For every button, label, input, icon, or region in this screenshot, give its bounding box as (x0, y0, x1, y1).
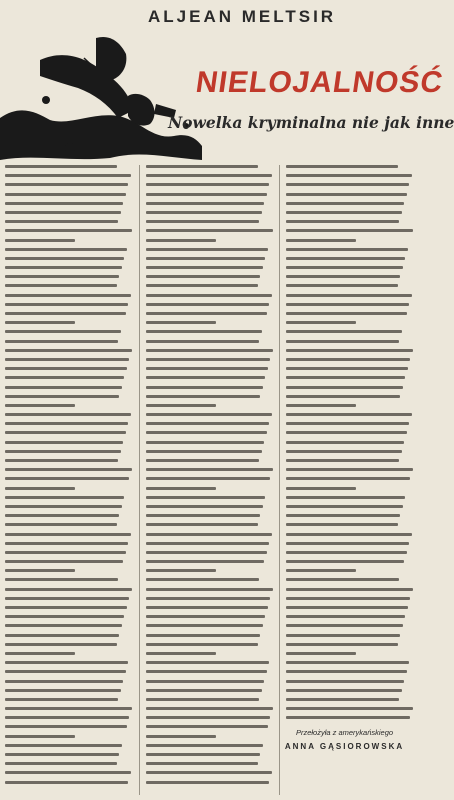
text-line (146, 514, 260, 517)
article-column-3 (286, 165, 413, 795)
text-line (5, 762, 117, 765)
text-line (5, 349, 132, 352)
text-line (5, 560, 123, 563)
text-line (286, 698, 399, 701)
text-line (5, 588, 132, 591)
text-line (286, 284, 398, 287)
text-line (286, 248, 408, 251)
text-line (146, 643, 258, 646)
text-line (146, 266, 263, 269)
text-line (146, 716, 270, 719)
text-line (286, 431, 407, 434)
text-line (286, 303, 409, 306)
text-line (5, 229, 132, 232)
text-line (5, 716, 129, 719)
article-column-2 (146, 165, 273, 795)
text-line (5, 523, 117, 526)
text-line (5, 569, 75, 572)
text-line (5, 303, 128, 306)
text-line (146, 330, 262, 333)
text-line (286, 193, 407, 196)
text-line (5, 459, 118, 462)
text-line (146, 725, 268, 728)
article-subtitle: Nowelka kryminalna nie jak inne (168, 113, 454, 132)
text-line (146, 744, 263, 747)
text-line (286, 514, 400, 517)
text-line (5, 725, 127, 728)
text-line (5, 165, 117, 168)
text-line (146, 413, 272, 416)
text-line (5, 542, 128, 545)
text-line (5, 266, 122, 269)
text-line (146, 303, 269, 306)
text-line (286, 358, 410, 361)
text-line (5, 597, 129, 600)
text-line (286, 349, 413, 352)
text-line (5, 413, 131, 416)
text-line (5, 753, 119, 756)
text-line (286, 294, 412, 297)
text-line (146, 340, 259, 343)
text-line (5, 505, 122, 508)
text-line (5, 441, 123, 444)
text-line (5, 477, 129, 480)
text-line (146, 459, 259, 462)
text-line (5, 578, 118, 581)
text-line (286, 422, 409, 425)
text-line (146, 781, 269, 784)
text-line (5, 220, 118, 223)
text-line (286, 560, 404, 563)
text-line (286, 505, 403, 508)
text-line (5, 284, 117, 287)
text-line (5, 450, 121, 453)
text-line (286, 239, 356, 242)
text-line (146, 551, 267, 554)
text-line (5, 735, 75, 738)
text-line (5, 643, 117, 646)
text-line (286, 606, 408, 609)
text-line (5, 358, 129, 361)
text-line (5, 404, 75, 407)
text-line (286, 413, 412, 416)
text-line (286, 165, 398, 168)
text-line (286, 523, 398, 526)
text-line (146, 624, 263, 627)
text-line (286, 441, 404, 444)
text-line (286, 376, 405, 379)
text-line (5, 367, 127, 370)
text-line (286, 220, 399, 223)
text-line (286, 487, 356, 490)
text-line (286, 202, 404, 205)
text-line (286, 643, 398, 646)
text-line (286, 615, 405, 618)
text-line (146, 202, 264, 205)
text-line (286, 395, 400, 398)
text-line (146, 165, 258, 168)
text-line (5, 514, 119, 517)
text-line (146, 578, 259, 581)
text-line (5, 744, 122, 747)
text-line (286, 652, 356, 655)
text-line (5, 698, 118, 701)
text-line (5, 670, 126, 673)
text-line (286, 386, 403, 389)
text-line (146, 487, 216, 490)
text-line (5, 771, 131, 774)
text-line (5, 689, 121, 692)
text-line (286, 551, 407, 554)
text-line (286, 312, 407, 315)
text-line (146, 220, 259, 223)
text-line (146, 496, 265, 499)
text-line (146, 661, 269, 664)
text-line (286, 321, 356, 324)
text-line (5, 781, 128, 784)
text-line (286, 569, 356, 572)
text-line (286, 275, 400, 278)
text-line (146, 762, 258, 765)
text-line (5, 707, 132, 710)
text-line (146, 183, 269, 186)
article-body (5, 165, 413, 795)
text-line (286, 459, 399, 462)
text-line (146, 450, 262, 453)
text-line (286, 257, 405, 260)
text-line (286, 468, 413, 471)
text-line (146, 367, 268, 370)
text-line (146, 193, 267, 196)
text-line (146, 321, 216, 324)
text-line (146, 284, 258, 287)
text-line (5, 183, 128, 186)
text-line (286, 477, 410, 480)
text-line (146, 652, 216, 655)
text-line (5, 634, 119, 637)
article-author: ALJEAN MELTSIR (148, 7, 337, 26)
text-line (146, 698, 259, 701)
text-line (5, 533, 131, 536)
text-line (5, 211, 121, 214)
text-line (146, 523, 258, 526)
text-line (286, 330, 402, 333)
text-line (5, 496, 124, 499)
translator-label: Przełożyła z amerykańskiego (295, 728, 394, 737)
text-line (146, 312, 267, 315)
text-line (146, 395, 260, 398)
text-line (146, 174, 272, 177)
text-line (5, 239, 75, 242)
text-line (146, 680, 264, 683)
text-line (146, 211, 262, 214)
text-line (146, 358, 270, 361)
text-line (146, 753, 260, 756)
article-column-1 (5, 165, 132, 795)
text-line (146, 670, 267, 673)
text-line (146, 376, 265, 379)
text-line (5, 330, 121, 333)
text-line (146, 441, 264, 444)
text-line (286, 588, 413, 591)
text-line (5, 312, 126, 315)
text-line (286, 533, 412, 536)
text-line (146, 615, 265, 618)
text-line (5, 193, 126, 196)
text-line (146, 477, 270, 480)
text-line (5, 202, 123, 205)
text-line (146, 707, 273, 710)
text-line (146, 229, 273, 232)
text-line (146, 542, 269, 545)
text-line (286, 578, 399, 581)
text-line (5, 395, 119, 398)
text-line (146, 597, 270, 600)
text-line (5, 275, 119, 278)
text-line (286, 542, 409, 545)
text-line (146, 505, 263, 508)
text-line (286, 689, 402, 692)
text-line (286, 450, 402, 453)
text-line (5, 294, 131, 297)
text-line (286, 183, 409, 186)
text-line (286, 229, 413, 232)
text-line (286, 680, 404, 683)
text-line (146, 588, 273, 591)
text-line (286, 211, 402, 214)
text-line (146, 560, 264, 563)
text-line (5, 487, 75, 490)
text-line (286, 174, 412, 177)
text-line (5, 680, 123, 683)
text-line (146, 606, 268, 609)
text-line (5, 257, 124, 260)
text-line (286, 496, 405, 499)
text-line (286, 634, 400, 637)
text-line (5, 615, 124, 618)
text-line (146, 468, 273, 471)
text-line (146, 422, 269, 425)
text-line (5, 376, 124, 379)
text-line (146, 404, 216, 407)
text-line (286, 367, 408, 370)
text-line (146, 257, 265, 260)
text-line (146, 569, 216, 572)
text-line (286, 624, 403, 627)
text-line (5, 652, 75, 655)
text-line (146, 634, 260, 637)
text-line (286, 340, 399, 343)
text-line (146, 239, 216, 242)
text-line (286, 670, 407, 673)
text-line (5, 624, 122, 627)
text-line (5, 321, 75, 324)
text-line (5, 174, 131, 177)
text-line (5, 386, 122, 389)
text-line (286, 597, 410, 600)
text-line (146, 771, 272, 774)
text-line (146, 248, 268, 251)
text-line (5, 422, 128, 425)
text-line (146, 735, 216, 738)
text-line (5, 468, 132, 471)
text-line (146, 431, 267, 434)
article-title: NIELOJALNOŚĆ (193, 66, 446, 99)
text-line (286, 661, 409, 664)
text-line (286, 707, 413, 710)
text-line (146, 349, 273, 352)
text-line (146, 275, 260, 278)
text-line (146, 386, 263, 389)
translator-name: ANNA GĄSIOROWSKA (284, 742, 405, 751)
text-line (146, 294, 272, 297)
text-line (5, 340, 118, 343)
text-line (146, 533, 272, 536)
text-line (286, 716, 410, 719)
text-line (286, 404, 356, 407)
text-line (5, 606, 127, 609)
text-line (146, 689, 262, 692)
text-line (5, 661, 128, 664)
text-line (286, 266, 403, 269)
text-line (5, 551, 126, 554)
text-line (5, 248, 127, 251)
text-line (5, 431, 126, 434)
